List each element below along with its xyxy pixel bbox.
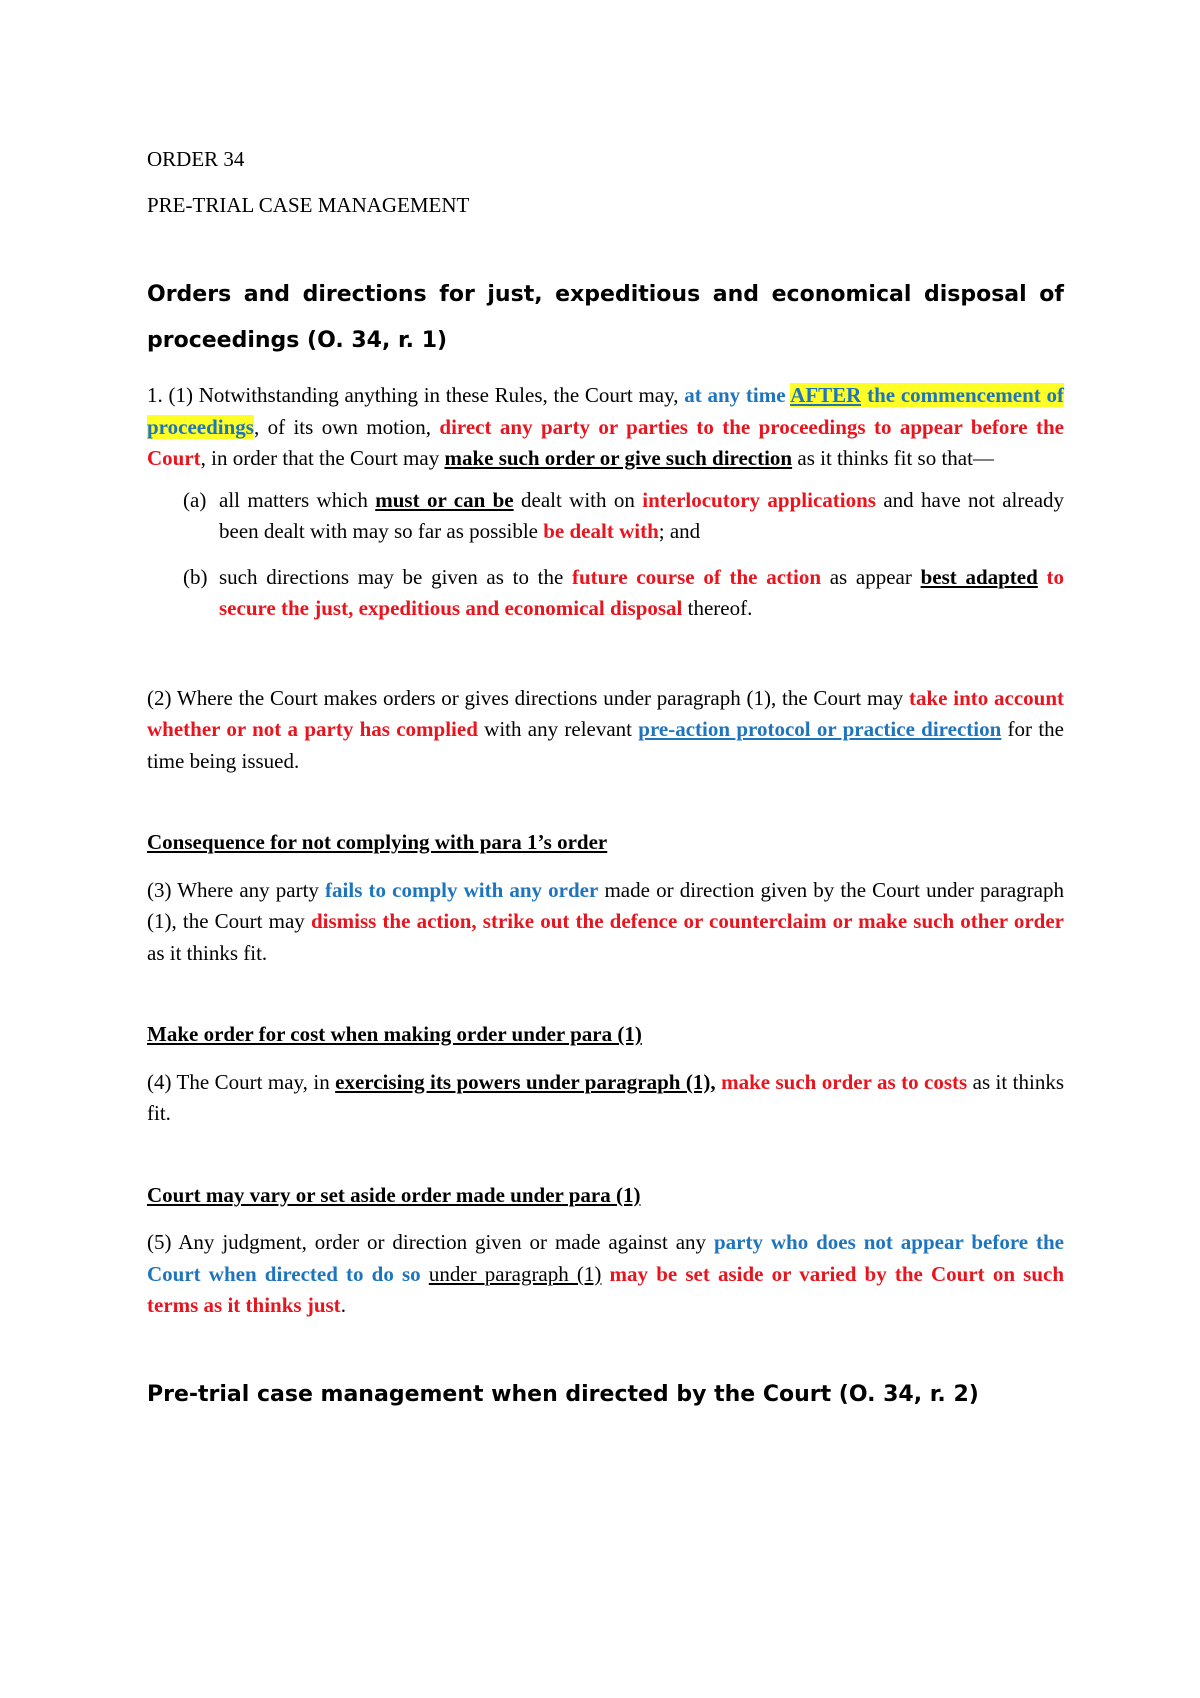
p1-after-highlight: AFTER (790, 383, 862, 407)
rule2-heading: Pre-trial case management when directed by the Court (O. 34, r. 2) (147, 1381, 979, 1407)
p1-text-1: 1. (1) Notwithstanding anything in these Rules, the Court may, (147, 383, 685, 407)
p3-text-5: as it thinks fit. (147, 940, 268, 965)
p3-dismiss-action: dismiss the action, strike out the defence or counterclaim or make such other order (310, 909, 1064, 933)
p1-make-order: make such order or give such direction (444, 446, 793, 470)
sub-a-text-5: and have not already been dealt with may so far as possible (219, 487, 1065, 543)
subparagraph-b-text (219, 562, 1064, 625)
consequence-heading: Consequence for not complying with para 1’s order (147, 830, 608, 854)
subparagraph-a-text (219, 485, 1064, 548)
sub-b-secure-disposal: to secure the just, expeditious and economical disposal (219, 564, 1064, 620)
p5-under-paragraph: under paragraph (1) (428, 1261, 602, 1286)
sub-a-text-1: all matters which (219, 487, 376, 512)
p4-text-4: as it thinks fit. (147, 1069, 1064, 1125)
p1-text-5: , of its own motion, (253, 414, 440, 439)
p1-direct-party: direct any party or parties to the proceedings to appear before the Court (147, 414, 1064, 470)
p3-text-3: made or direction given by the Court under paragraph (1), the Court may (147, 877, 1064, 933)
p3-fails-to-comply: fails to comply with any order (325, 877, 599, 902)
p1-text-7: , in order that the Court may (200, 446, 445, 470)
order-number: ORDER 34 (147, 147, 245, 171)
sub-a-text-3: dealt with on (513, 487, 643, 512)
costs-heading: Make order for cost when making order under para (1) (147, 1022, 642, 1046)
order-title: PRE-TRIAL CASE MANAGEMENT (147, 193, 470, 217)
rule1-paragraph-3 (147, 875, 1064, 970)
sub-b-text-6: thereof. (682, 596, 753, 620)
p4-text-1: (4) The Court may, in (147, 1069, 336, 1094)
subparagraph-b (147, 562, 1064, 625)
rule1-paragraph-4 (147, 1067, 1064, 1130)
sub-b-text-3: as appear (821, 564, 921, 589)
p4-exercising-powers: exercising its powers under paragraph (1), (335, 1069, 716, 1094)
p5-set-aside: may be set aside or varied by the Court on such terms as it thinks just (147, 1261, 1064, 1317)
sub-b-text-1: such directions may be given as to the (219, 564, 572, 589)
p4-costs-order: make such order as to costs (715, 1069, 968, 1094)
p1-commencement-highlight: the commencement of proceedings (147, 383, 1064, 439)
p1-text-9: as it thinks fit so that— (792, 446, 994, 470)
p5-period: . (340, 1293, 346, 1317)
sub-b-best-adapted: best adapted (920, 564, 1038, 589)
rule1-paragraph-1 (147, 380, 1064, 475)
p2-take-into-account: take into account whether or not a party has complied (147, 685, 1064, 741)
sub-a-text-7: ; and (658, 519, 701, 543)
p2-text-1: (2) Where the Court makes orders or gives directions under paragraph (1), the Court may (147, 685, 909, 710)
vary-order-heading: Court may vary or set aside order made under para (1) (147, 1182, 641, 1207)
rule1-heading: Orders and directions for just, expeditious and economical disposal of proceedings (O. 34, r. 1) (147, 282, 1064, 353)
p5-party-not-appear: party who does not appear before the Court when directed to do so (147, 1230, 1064, 1286)
p2-text-5: for the time being issued. (147, 717, 1064, 773)
sub-a-must-or-can-be: must or can be (375, 487, 514, 512)
subparagraph-a (147, 485, 1064, 548)
subparagraph-a-label: (a) (183, 487, 207, 512)
sub-a-interlocutory: interlocutory applications (642, 487, 876, 512)
subparagraph-b-label: (b) (183, 564, 208, 589)
rule1-paragraph-5 (147, 1227, 1064, 1322)
p2-text-3: with any relevant (477, 717, 639, 741)
rule1-paragraph-2 (147, 683, 1064, 778)
p3-text-1: (3) Where any party (147, 877, 326, 902)
p2-pre-action-protocol: pre-action protocol or practice direction (638, 717, 1002, 741)
p5-space (421, 1262, 429, 1286)
sub-b-future-course: future course of the action (572, 564, 822, 589)
p5-text-1: (5) Any judgment, order or direction given or made against any (147, 1230, 714, 1254)
p1-at-any-time: at any time (684, 383, 791, 407)
sub-a-be-dealt-with: be dealt with (543, 519, 659, 543)
